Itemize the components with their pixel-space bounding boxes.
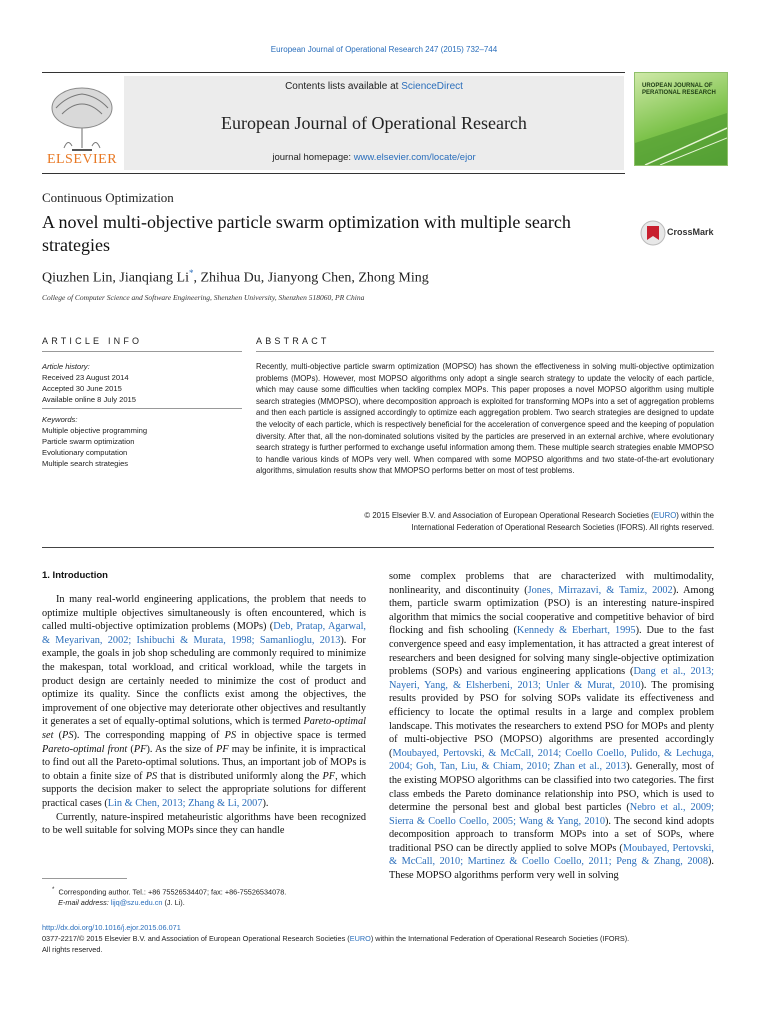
divider <box>256 351 714 352</box>
authors-rest: , Zhihua Du, Jianyong Chen, Zhong Ming <box>193 270 429 286</box>
authors-first: Qiuzhen Lin, Jianqiang Li <box>42 270 189 286</box>
journal-homepage-line <box>124 152 624 163</box>
sciencedirect-link[interactable]: ScienceDirect <box>401 81 463 92</box>
copyright-line2: International Federation of Operational Research Societies (IFORS). All rights reserved. <box>411 522 714 532</box>
citation-link[interactable]: Dang et al., 2013; Nayeri, Yang, & Elsherbeni, 2013; Unler & Murat, 2010 <box>389 666 714 691</box>
citation-link[interactable]: Lin & Chen, 2013; Zhang & Li, 2007 <box>107 797 263 809</box>
elsevier-wordmark: ELSEVIER <box>46 152 118 167</box>
divider <box>42 547 714 548</box>
abstract-heading: ABSTRACT <box>256 336 330 346</box>
online-date: Available online 8 July 2015 <box>42 395 137 404</box>
rights-line: All rights reserved. <box>42 945 103 954</box>
intro-paragraph-2-cont: some complex problems that are characterized with multimodality, nonlinearity, and discontinuity (Jones, Mirrazavi, & Tamiz, 2002). Among them, particle swarm optimization (PSO) is an interesting nature-inspired algorithm that mimics the social cooperative and competitive behavior of bird flocking and fish schooling (Kennedy & Eberhart, 1995). Due to the fast convergence speed and easy implementation, it has attracted a great interest of researchers and been designed for solving many single-objective optimization problems (SOPs) and various engineering applications (Dang et al., 2013; Nayeri, Yang, & Elsherbeni, 2013; Unler & Murat, 2010). The promising results provided by PSO for solving SOPs validate its effectiveness and efficiency to locate the optimal results in a large and complex problem landscape. This motivates the researchers to extend PSO for MOPs and plenty of multi-objective PSO (MOPSO) algorithms are presented accordingly (Moubayed, Pertovski, & McCall, 2014; Coello Coello, Pulido, & Lechuga, 2004; Goh, Tan, Liu, & Chiam, 2010; Zhan et al., 2013). Generally, most of the existing MOPSO algorithms can be classified into two categories. The first class embeds the Pareto dominance relationship into PSO, which is used to determine the personal best and global best particles (Nebro et al., 2009; Sierra & Coello Coello, 2005; Wang & Yang, 2010). The second kind adopts decomposition approach to transform MOPs into a set of SOPs, where traditional PSO can be directly applied to solve MOPs (Moubayed, Pertovski, & McCall, 2010; Martinez & Coello Coello, 2011; Peng & Zhang, 2008). These MOPSO algorithms perform very well in solving <box>389 571 715 882</box>
corresponding-author-note: Corresponding author. Tel.: +86 75526534407; fax: +86-75526534078. <box>58 887 287 897</box>
keyword-item: Particle swarm optimization <box>42 437 135 446</box>
article-info-heading: ARTICLE INFO <box>42 336 143 346</box>
citation-link[interactable]: Moubayed, Pertovski, & McCall, 2010; Martinez & Coello Coello, 2011; Peng & Zhang, 2008 <box>389 842 714 868</box>
issn-line: 0377-2217/© 2015 Elsevier B.V. and Association of European Operational Research Societies ( <box>42 934 350 943</box>
issn-line-end: ) within the International Federation of Operational Research Societies (IFORS). <box>370 934 630 943</box>
footnote <box>42 884 366 908</box>
euro-link[interactable]: EURO <box>349 934 371 943</box>
citation-link[interactable]: Moubayed, Pertovski, & McCall, 2014; Coello Coello, Pulido, & Lechuga, 2004; Goh, Tan, Liu, & Chiam, 2010; Zhan et al., 2013 <box>389 747 714 773</box>
introduction-heading: 1. Introduction <box>42 570 108 581</box>
footnote-mark: * <box>52 886 55 893</box>
paper-title: A novel multi-objective particle swarm optimization with multiple search strategies <box>42 212 571 255</box>
keywords-block <box>42 414 242 469</box>
euro-link[interactable]: EURO <box>653 511 677 520</box>
received-date: Received 23 August 2014 <box>42 373 129 382</box>
copyright-line1: © 2015 Elsevier B.V. and Association of European Operational Research Societies ( <box>364 511 654 520</box>
citation-link[interactable]: Nebro et al., 2009; Sierra & Coello Coello, 2005; Wang & Yang, 2010 <box>389 802 715 827</box>
citation-link[interactable]: Jones, Mirrazavi, & Tamiz, 2002 <box>527 584 673 596</box>
contents-prefix: Contents lists available at <box>285 81 402 92</box>
intro-paragraph-2: Currently, nature-inspired metaheuristic algorithms have been recognized to be well suitable for solving MOPs since they can handle <box>42 811 366 837</box>
keywords-label: Keywords: <box>42 415 78 424</box>
footnote-divider <box>42 878 127 879</box>
page-footer <box>42 922 742 955</box>
homepage-link[interactable]: www.elsevier.com/locate/ejor <box>353 152 476 163</box>
section-label: Continuous Optimization <box>42 190 174 205</box>
contents-available-line <box>124 81 624 92</box>
intro-paragraph-1: In many real-world engineering applications, the problem that needs to optimize multiple objectives simultaneously is often encountered, which is called multi-objective optimization problems (MOPs) (Deb, Pratap, Agarwal, & Meyarivan, 2002; Ishibuchi & Murata, 1998; Samanlioglu, 2013). For example, the goals in job shop scheduling are commonly required to minimize the makespan, total workload, and critical workload, while the targets in product design are certainly needed to minimize the cost of product and optimize its quality. Since the conflicts exist among the objectives, the improvement of one objective may deteriorate other objectives and resultantly it generates a set of equally-optimal solutions, which is termed Pareto-optimal set (PS). The corresponding mapping of PS in objective space is termed Pareto-optimal front (PF). As the size of PF may be infinite, it is impractical to find out all the Pareto-optimal solutions. Thus, an important job of MOPs is to obtain a finite size of PS that is distributed uniformly along the PF, which supports the decision maker to select the appropriate solutions for different practical cases (Lin & Chen, 2013; Zhang & Li, 2007). <box>42 594 367 809</box>
email-label: E-mail address: <box>58 898 111 908</box>
copyright-line1-end: ) within the <box>676 511 714 520</box>
corresponding-author-mark[interactable]: * <box>188 268 194 278</box>
email-link[interactable]: lijq@szu.edu.cn <box>110 898 163 908</box>
citation-link[interactable]: Deb, Pratap, Agarwal, & Meyarivan, 2002; Ishibuchi & Murata, 1998; Samanlioglu, 2013 <box>42 621 367 646</box>
intro-right-column <box>389 570 714 883</box>
citation-link[interactable]: Kennedy & Eberhart, 1995 <box>516 625 636 637</box>
abstract-copyright <box>256 510 714 533</box>
cover-title: UROPEAN JOURNAL OF PERATIONAL RESEARCH <box>642 83 716 96</box>
author-list <box>42 268 429 287</box>
homepage-prefix: journal homepage: <box>272 152 354 163</box>
affiliation: College of Computer Science and Software Engineering, Shenzhen University, Shenzhen 518060, PR China <box>42 293 365 302</box>
journal-title: European Journal of Operational Research <box>221 113 527 133</box>
divider <box>42 408 242 409</box>
abstract-text: Recently, multi-objective particle swarm optimization (MOPSO) has shown the effectiveness in solving multi-objective optimization problems (MOPs). However, most MOPSO algorithms only adopt a single search strategy to update the velocity of each particle, which may cause some difficulties when tackling complex MOPs. This paper proposes a novel MOPSO algorithm using multiple search strategies (MMOPSO), where decomposition approach is exploited for transforming MOPs into a set of aggregation problems and then each particle is assigned accordingly to optimize each aggregation problem. Two search strategies are designed to update the velocity of each particle, which is respectively beneficial for the acceleration of convergence speed and the keeping of population diversity. After that, all the non-dominated solutions visited by the particles are preserved in an external archive, where evolutionary search strategy is further performed to exchange useful information among them. These multiple search strategies enable MMOPSO to handle various kinds of MOPs very well. When compared with some MOPSO algorithms and two state-of-the-art evolutionary algorithms, simulation results show that MMOPSO performs better on most of test problems. <box>256 362 714 476</box>
history-label: Article history: <box>42 362 90 371</box>
accepted-date: Accepted 30 June 2015 <box>42 384 122 393</box>
keyword-item: Multiple objective programming <box>42 426 148 435</box>
journal-reference-link[interactable]: European Journal of Operational Research 247 (2015) 732–744 <box>270 45 498 54</box>
email-suffix: (J. Li). <box>162 898 185 908</box>
keyword-item: Evolutionary computation <box>42 448 128 457</box>
intro-left-column <box>42 593 366 838</box>
doi-link[interactable]: http://dx.doi.org/10.1016/j.ejor.2015.06.071 <box>42 923 181 932</box>
crossmark-label[interactable]: CrossMark <box>667 227 714 237</box>
article-history <box>42 361 242 405</box>
divider <box>42 351 242 352</box>
keyword-item: Multiple search strategies <box>42 459 129 468</box>
